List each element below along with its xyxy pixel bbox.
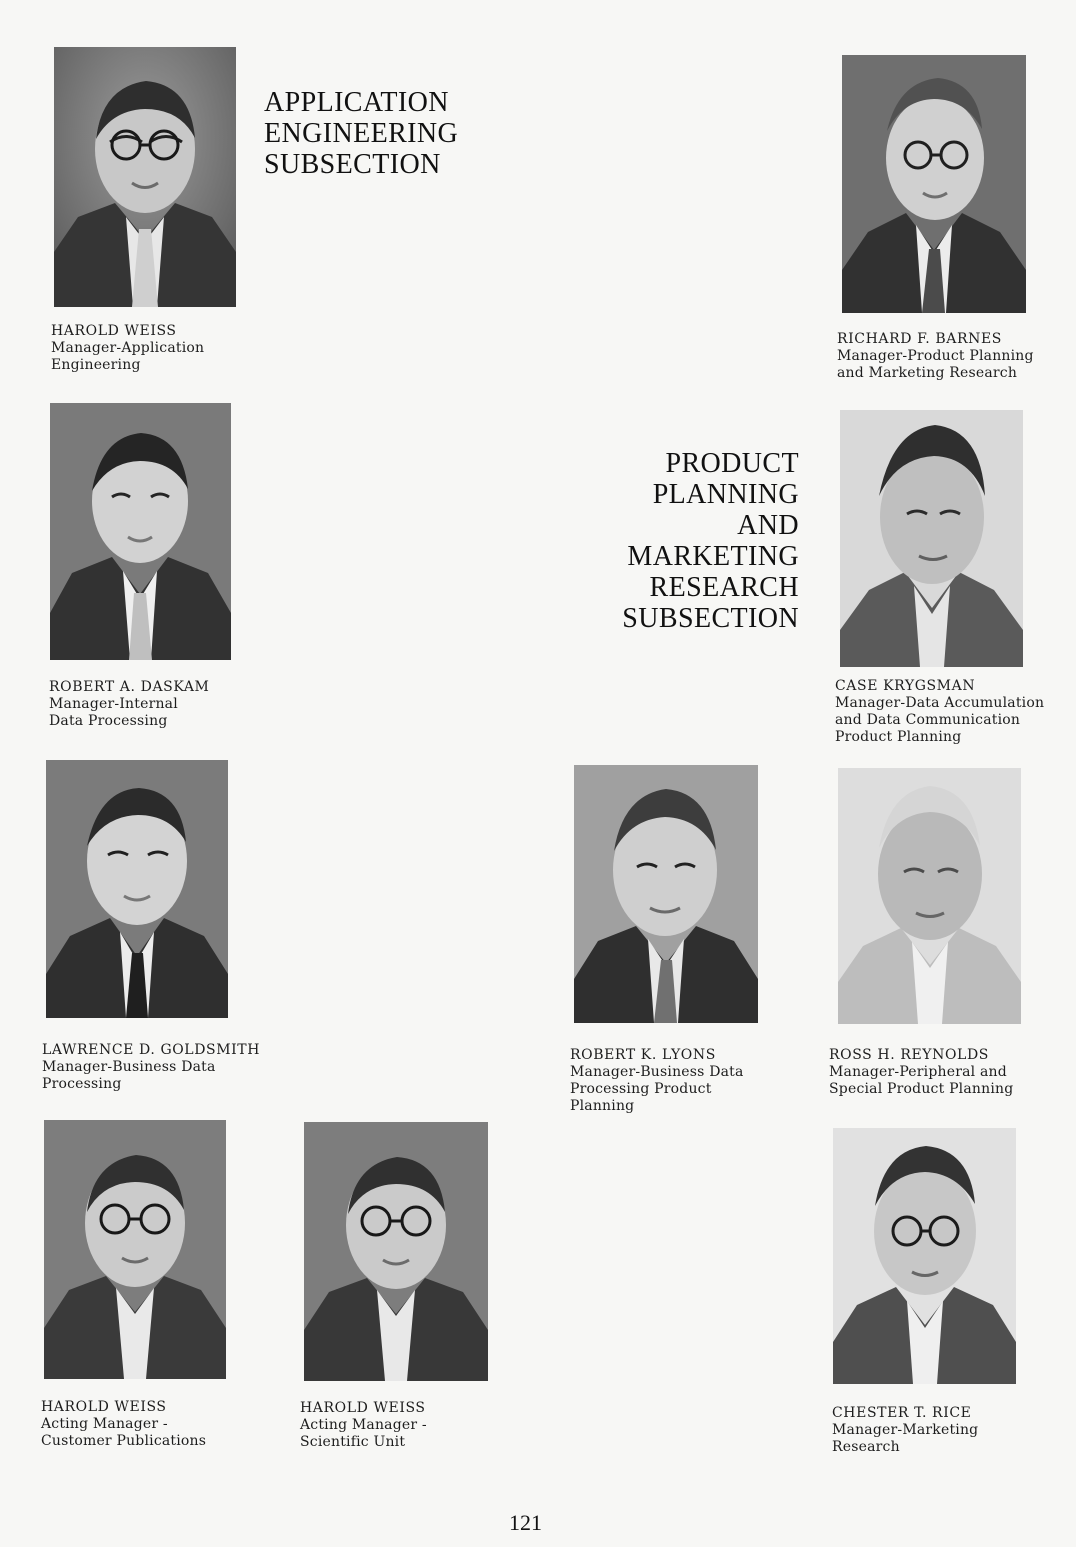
- heading-line: ENGINEERING: [264, 118, 459, 149]
- person-title-line: Processing Product: [570, 1081, 712, 1097]
- person-title-line: Manager-Data Accumulation: [835, 695, 1045, 711]
- portrait-photo-richard-barnes: [842, 55, 1026, 313]
- heading-line: SUBSECTION: [622, 603, 799, 634]
- person-name: ROBERT K. LYONS: [570, 1047, 716, 1063]
- person-title-line: Manager-Peripheral and: [829, 1064, 1007, 1080]
- person-title-line: Acting Manager -: [300, 1417, 427, 1433]
- portrait-photo-harold-weiss-customer: [44, 1120, 226, 1379]
- person-title-line: Planning: [570, 1098, 635, 1114]
- heading-line: SUBSECTION: [264, 149, 441, 180]
- heading-line: PRODUCT: [665, 448, 799, 479]
- person-name: CASE KRYGSMAN: [835, 678, 976, 694]
- person-name: ROSS H. REYNOLDS: [829, 1047, 989, 1063]
- person-name: HAROLD WEISS: [51, 323, 177, 339]
- person-title-line: Data Processing: [49, 713, 168, 729]
- person-title-line: Manager-Internal: [49, 696, 178, 712]
- caption-robert-daskam: [49, 679, 209, 730]
- caption-lawrence-goldsmith: [42, 1042, 260, 1093]
- person-title-line: and Data Communication: [835, 712, 1021, 728]
- portrait-photo-chester-rice: [833, 1128, 1016, 1384]
- page-number: 121: [509, 1510, 542, 1535]
- person-title-line: Manager-Product Planning: [837, 348, 1034, 364]
- portrait-photo-robert-daskam: [50, 403, 231, 660]
- person-title-line: Manager-Business Data: [570, 1064, 744, 1080]
- caption-harold-weiss-scientific: [300, 1400, 427, 1451]
- person-title-line: Manager-Business Data: [42, 1059, 216, 1075]
- person-name: HAROLD WEISS: [300, 1400, 426, 1416]
- person-name: ROBERT A. DASKAM: [49, 679, 210, 695]
- person-title-line: Product Planning: [835, 729, 962, 745]
- caption-richard-barnes: [837, 331, 1034, 382]
- person-title-line: Research: [832, 1439, 900, 1455]
- caption-harold-weiss-application: [51, 323, 204, 374]
- person-title-line: Customer Publications: [41, 1433, 207, 1449]
- caption-harold-weiss-customer: [41, 1399, 206, 1450]
- portrait-photo-harold-weiss-scientific: [304, 1122, 488, 1381]
- person-name: RICHARD F. BARNES: [837, 331, 1002, 347]
- portrait-photo-harold-weiss-application: [54, 47, 236, 307]
- person-title-line: Scientific Unit: [300, 1434, 406, 1450]
- caption-case-krygsman: [835, 678, 1044, 746]
- heading-line: AND: [737, 510, 799, 541]
- caption-robert-lyons: [570, 1047, 744, 1115]
- person-name: CHESTER T. RICE: [832, 1405, 972, 1421]
- person-title-line: Manager-Marketing: [832, 1422, 979, 1438]
- person-name: HAROLD WEISS: [41, 1399, 167, 1415]
- caption-chester-rice: [832, 1405, 978, 1456]
- heading-line: PLANNING: [652, 479, 799, 510]
- heading-line: RESEARCH: [649, 572, 799, 603]
- product-planning-heading: [600, 448, 799, 634]
- portrait-photo-ross-reynolds: [838, 768, 1021, 1024]
- heading-line: APPLICATION: [264, 87, 449, 118]
- heading-line: MARKETING: [627, 541, 799, 572]
- person-title-line: Acting Manager -: [41, 1416, 168, 1432]
- application-engineering-heading: [264, 87, 458, 180]
- person-title-line: Special Product Planning: [829, 1081, 1014, 1097]
- person-title-line: Manager-Application: [51, 340, 205, 356]
- portrait-photo-case-krygsman: [840, 410, 1023, 667]
- portrait-photo-robert-lyons: [574, 765, 758, 1023]
- person-title-line: and Marketing Research: [837, 365, 1018, 381]
- person-name: LAWRENCE D. GOLDSMITH: [42, 1042, 261, 1058]
- portrait-photo-lawrence-goldsmith: [46, 760, 228, 1018]
- person-title-line: Engineering: [51, 357, 141, 373]
- person-title-line: Processing: [42, 1076, 122, 1092]
- caption-ross-reynolds: [829, 1047, 1013, 1098]
